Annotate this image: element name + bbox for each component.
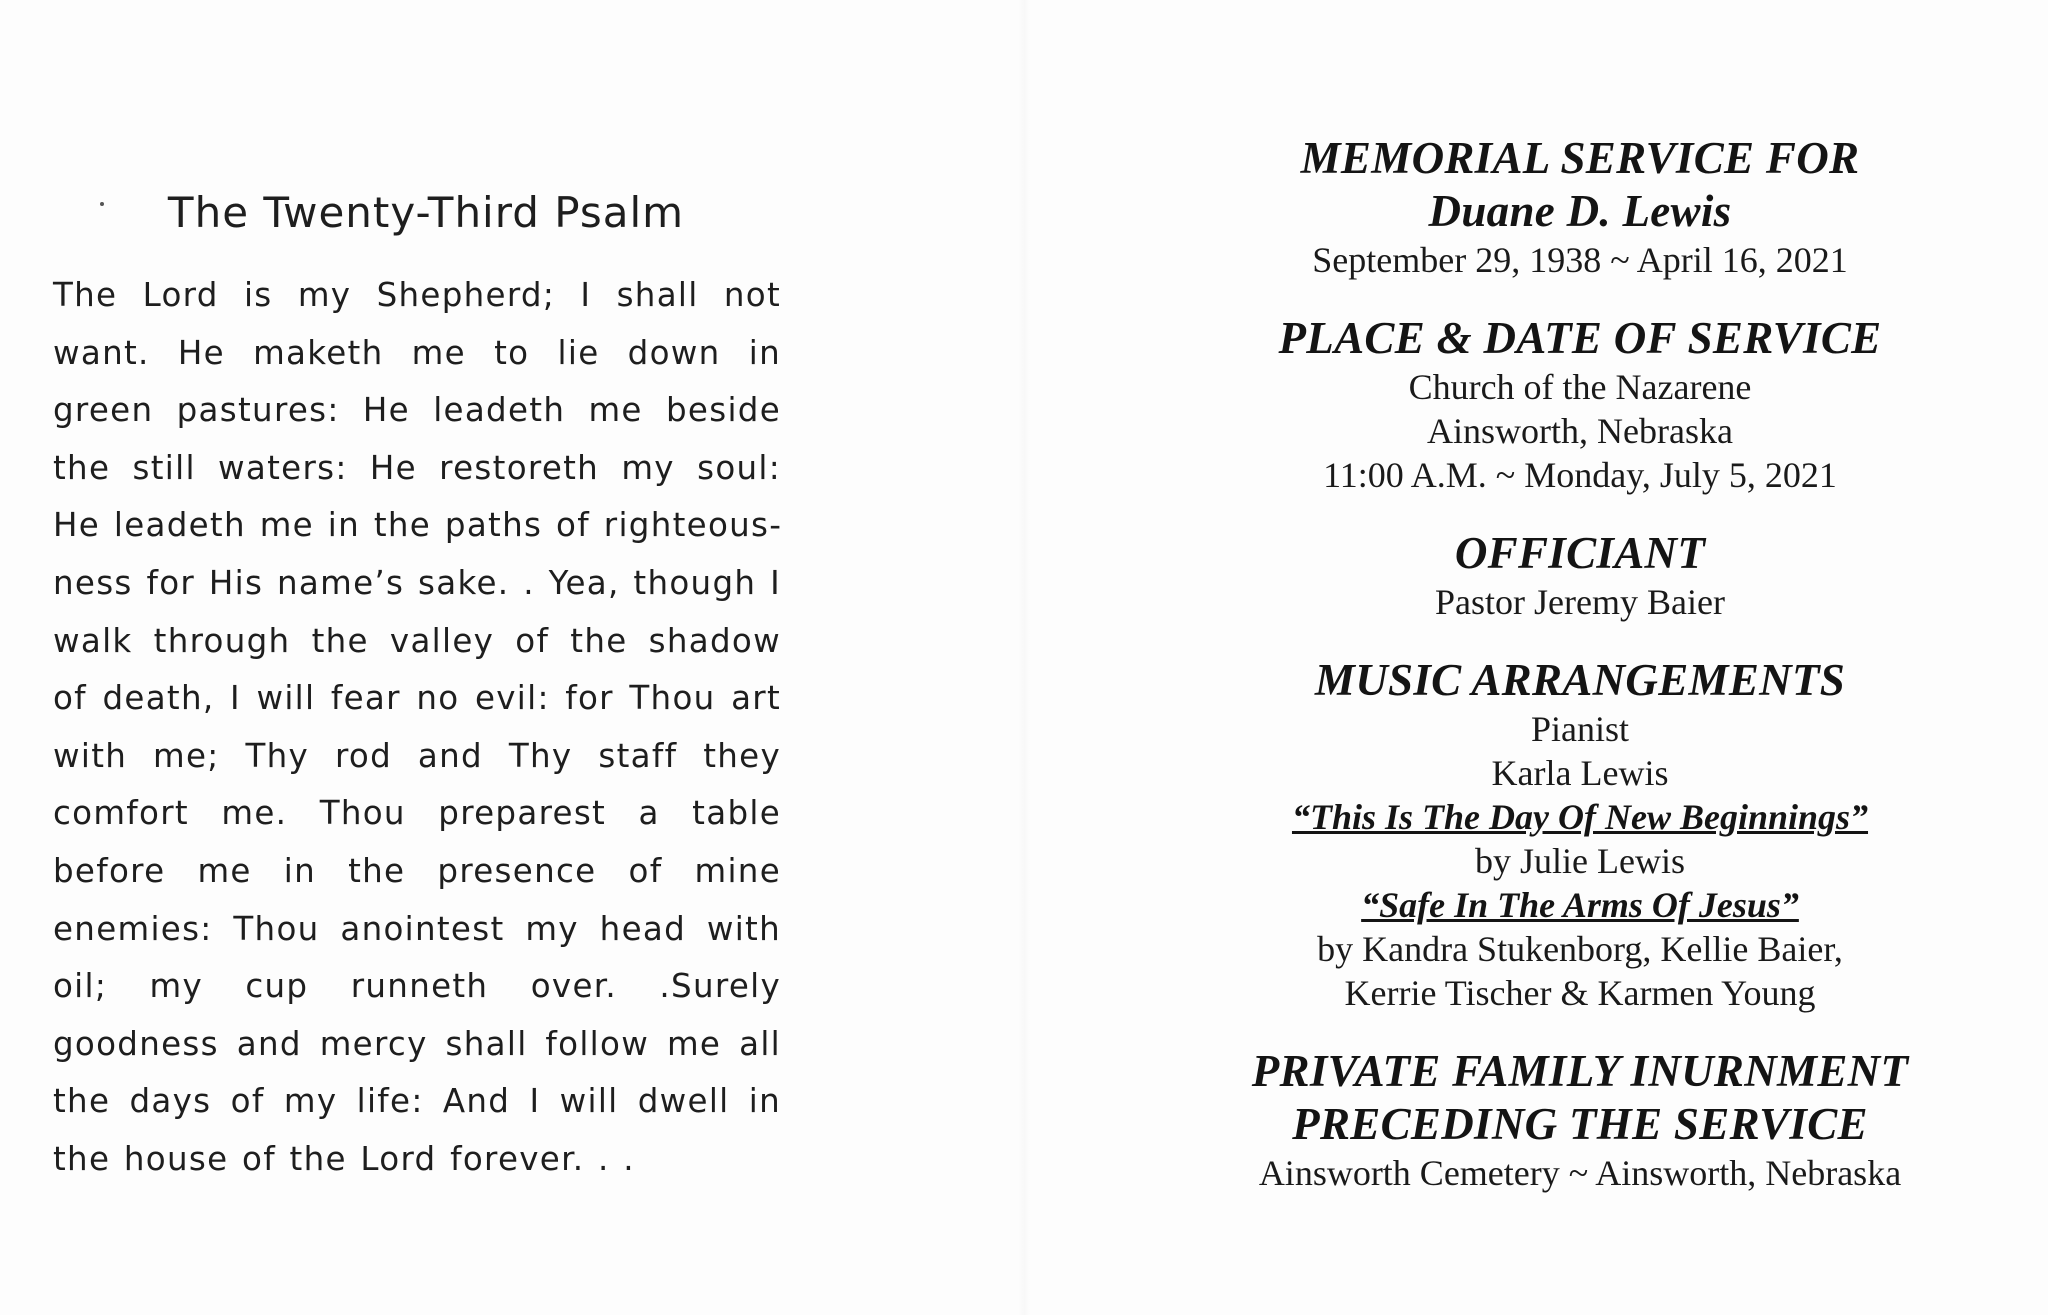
- service-details-panel: [1200, 132, 1960, 1225]
- song-performers-2-line1: by Kandra Stukenborg, Kellie Baier,: [1317, 929, 1843, 969]
- music-heading: MUSIC ARRANGEMENTS: [1314, 655, 1846, 705]
- memorial-section: [1200, 132, 1960, 282]
- psalm-text: The Lord is my Shepherd; I shall not want. He maketh me to lie down in green pastures: He leadeth me beside the still waters: He restoreth my soul: He leadeth me in the paths of righteousness for His name’s sake. . Yea, though I walk through the valley of the shadow of death, I will fear no evil: for Thou art with me; Thy rod and Thy staff they comfort me. Thou preparest a table before me in the presence of mine enemies: Thou anointest my head with oil; my cup runneth over. .Surely goodness and mercy shall follow me all the days of my life: And I will dwell in the house of the Lord forever. . .: [53, 276, 781, 1178]
- psalm-title: The Twenty-Third Psalm: [167, 188, 685, 237]
- song-title-1: “This Is The Day Of New Beginnings”: [1291, 797, 1869, 837]
- memorial-heading: MEMORIAL SERVICE FOR: [1300, 133, 1860, 183]
- church-name: Church of the Nazarene: [1408, 367, 1752, 407]
- pianist-label: Pianist: [1530, 709, 1629, 749]
- inurnment-heading-line1: PRIVATE FAMILY INURNMENT: [1251, 1046, 1909, 1096]
- life-dates: September 29, 1938 ~ April 16, 2021: [1312, 240, 1848, 280]
- deceased-name: Duane D. Lewis: [1428, 186, 1732, 236]
- officiant-heading: OFFICIANT: [1454, 528, 1706, 578]
- song-performers-2-line2: Kerrie Tischer & Karmen Young: [1344, 973, 1816, 1013]
- pianist-name: Karla Lewis: [1491, 753, 1669, 793]
- page-fold: [1018, 0, 1030, 1315]
- church-city: Ainsworth, Nebraska: [1427, 411, 1733, 451]
- officiant-name: Pastor Jeremy Baier: [1435, 582, 1725, 622]
- officiant-section: [1200, 527, 1960, 624]
- inurnment-heading-line2: PRECEDING THE SERVICE: [1292, 1099, 1868, 1149]
- service-time: 11:00 A.M. ~ Monday, July 5, 2021: [1323, 455, 1837, 495]
- place-section: [1200, 312, 1960, 497]
- psalm-panel: [53, 188, 781, 1189]
- music-section: [1200, 654, 1960, 1015]
- inurnment-section: [1200, 1045, 1960, 1195]
- paper-speck: [100, 202, 104, 206]
- song-title-2: “Safe In The Arms Of Jesus”: [1361, 885, 1799, 925]
- song-performer-1: by Julie Lewis: [1475, 841, 1685, 881]
- inurnment-location: Ainsworth Cemetery ~ Ainsworth, Nebraska: [1258, 1153, 1902, 1193]
- place-heading: PLACE & DATE OF SERVICE: [1278, 313, 1882, 363]
